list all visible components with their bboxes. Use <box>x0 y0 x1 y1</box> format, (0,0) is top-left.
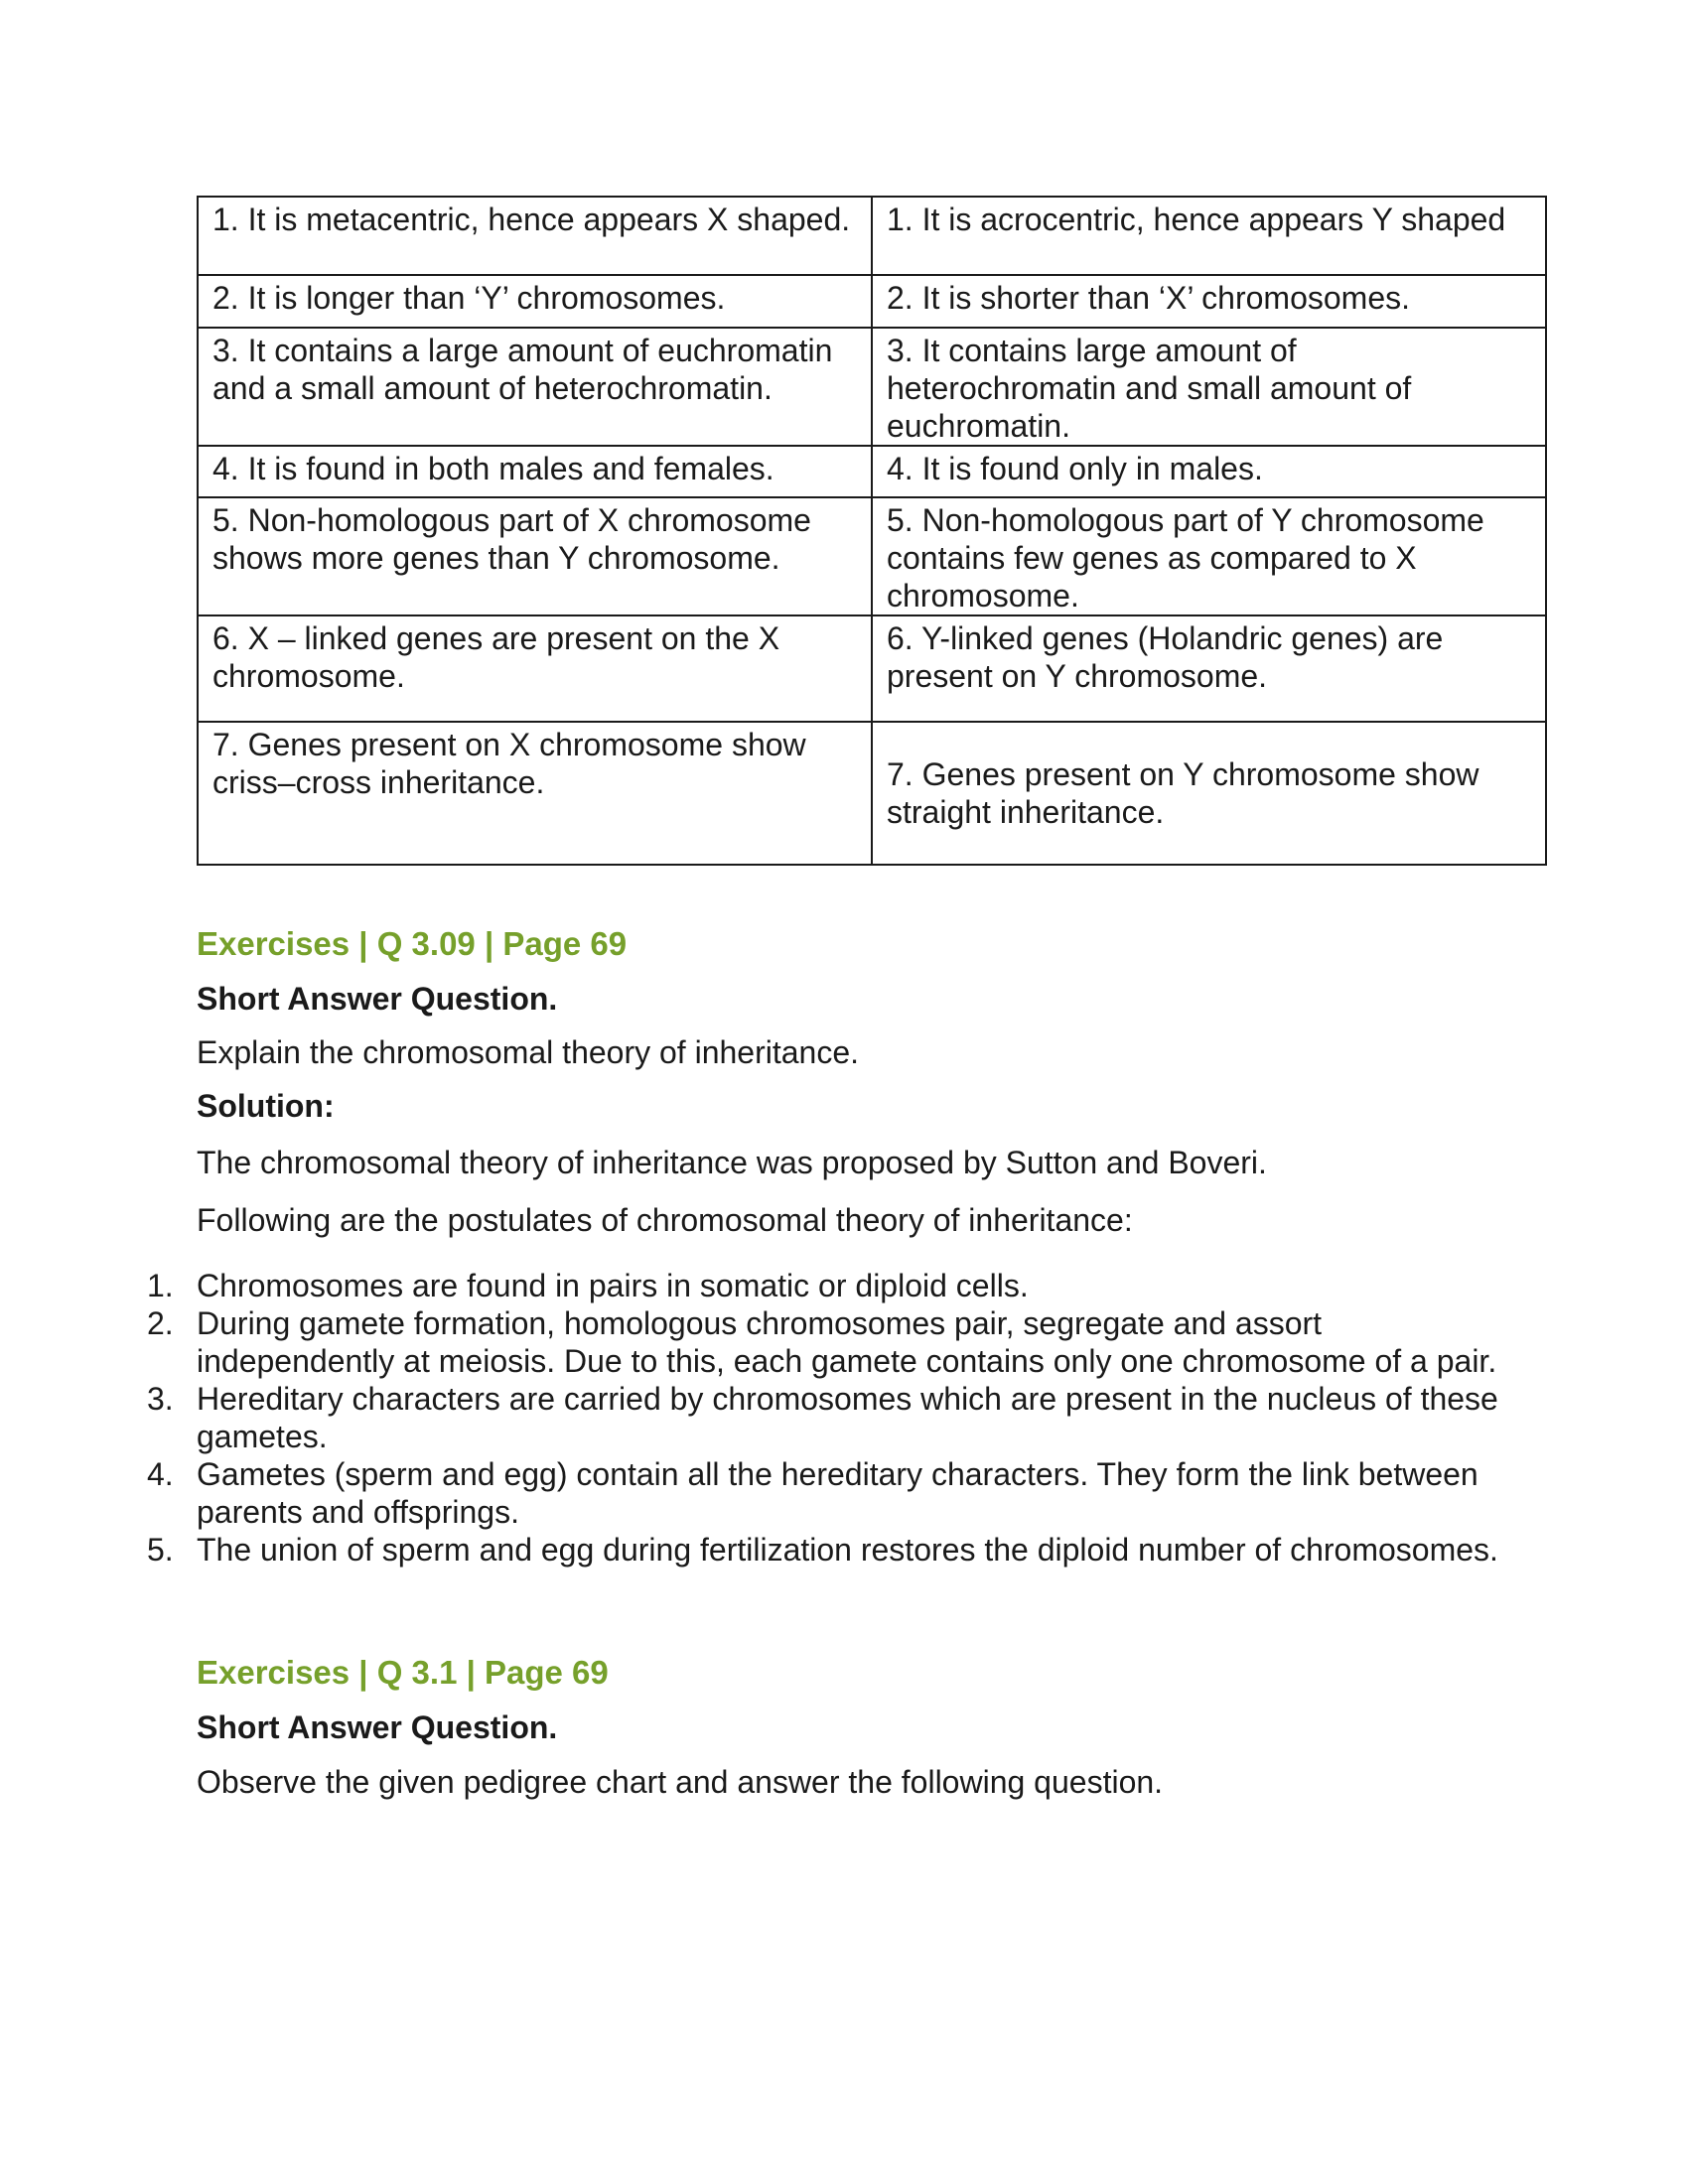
list-item <box>0 1304 1549 1380</box>
list-number: 5. <box>147 1532 174 1568</box>
solution-label: Solution: <box>197 1088 335 1124</box>
xy-comparison-table <box>197 196 1547 866</box>
y-chromosome-cell: 4. It is found only in males. <box>872 446 1546 497</box>
table-row <box>198 615 1546 722</box>
table-row <box>198 197 1546 275</box>
list-item-text: Hereditary characters are carried by chromosomes which are present in the nucleus of these gametes. <box>197 1381 1498 1454</box>
question-heading[interactable]: Exercises | Q 3.09 | Page 69 <box>197 925 628 962</box>
x-chromosome-cell: 7. Genes present on X chromosome show criss–cross inheritance. <box>198 722 872 865</box>
list-item <box>0 1531 1549 1569</box>
y-chromosome-cell: 3. It contains large amount of heterochromatin and small amount of euchromatin. <box>872 328 1546 446</box>
x-chromosome-cell: 3. It contains a large amount of euchromatin and a small amount of heterochromatin. <box>198 328 872 446</box>
list-number: 4. <box>147 1456 174 1492</box>
table-row <box>198 275 1546 328</box>
list-item <box>0 1380 1549 1455</box>
y-chromosome-cell: 1. It is acrocentric, hence appears Y shaped <box>872 197 1546 275</box>
question-type: Short Answer Question. <box>197 981 558 1017</box>
table-row <box>198 497 1546 615</box>
question-text: Explain the chromosomal theory of inheritance. <box>197 1034 860 1070</box>
solution-paragraph: The chromosomal theory of inheritance was proposed by Sutton and Boveri. <box>197 1145 1267 1180</box>
question-text: Observe the given pedigree chart and answer the following question. <box>197 1764 1164 1800</box>
list-item-text: During gamete formation, homologous chromosomes pair, segregate and assort independently at meiosis. Due to this, each gamete contains only one chromosome of a pair. <box>197 1305 1497 1379</box>
question-heading[interactable]: Exercises | Q 3.1 | Page 69 <box>197 1654 609 1691</box>
solution-paragraph: Following are the postulates of chromosomal theory of inheritance: <box>197 1202 1133 1238</box>
y-chromosome-cell: 7. Genes present on Y chromosome show straight inheritance. <box>872 722 1546 865</box>
list-item <box>0 1455 1549 1531</box>
question-type: Short Answer Question. <box>197 1709 558 1745</box>
list-item <box>0 1267 1549 1304</box>
list-number: 3. <box>147 1381 174 1417</box>
y-chromosome-cell: 6. Y-linked genes (Holandric genes) are present on Y chromosome. <box>872 615 1546 722</box>
table-row <box>198 722 1546 865</box>
list-item-text: The union of sperm and egg during fertilization restores the diploid number of chromosomes. <box>197 1532 1498 1568</box>
table-row <box>198 328 1546 446</box>
x-chromosome-cell: 5. Non-homologous part of X chromosome shows more genes than Y chromosome. <box>198 497 872 615</box>
list-number: 2. <box>147 1305 174 1341</box>
table-row <box>198 446 1546 497</box>
y-chromosome-cell: 5. Non-homologous part of Y chromosome contains few genes as compared to X chromosome. <box>872 497 1546 615</box>
list-number: 1. <box>147 1268 174 1303</box>
x-chromosome-cell: 4. It is found in both males and females. <box>198 446 872 497</box>
list-item-text: Gametes (sperm and egg) contain all the hereditary characters. They form the link between parents and offsprings. <box>197 1456 1478 1530</box>
x-chromosome-cell: 1. It is metacentric, hence appears X shaped. <box>198 197 872 275</box>
y-chromosome-cell: 2. It is shorter than ‘X’ chromosomes. <box>872 275 1546 328</box>
list-item-text: Chromosomes are found in pairs in somatic or diploid cells. <box>197 1268 1029 1303</box>
x-chromosome-cell: 6. X – linked genes are present on the X chromosome. <box>198 615 872 722</box>
x-chromosome-cell: 2. It is longer than ‘Y’ chromosomes. <box>198 275 872 328</box>
postulates-list <box>0 1267 1549 1569</box>
